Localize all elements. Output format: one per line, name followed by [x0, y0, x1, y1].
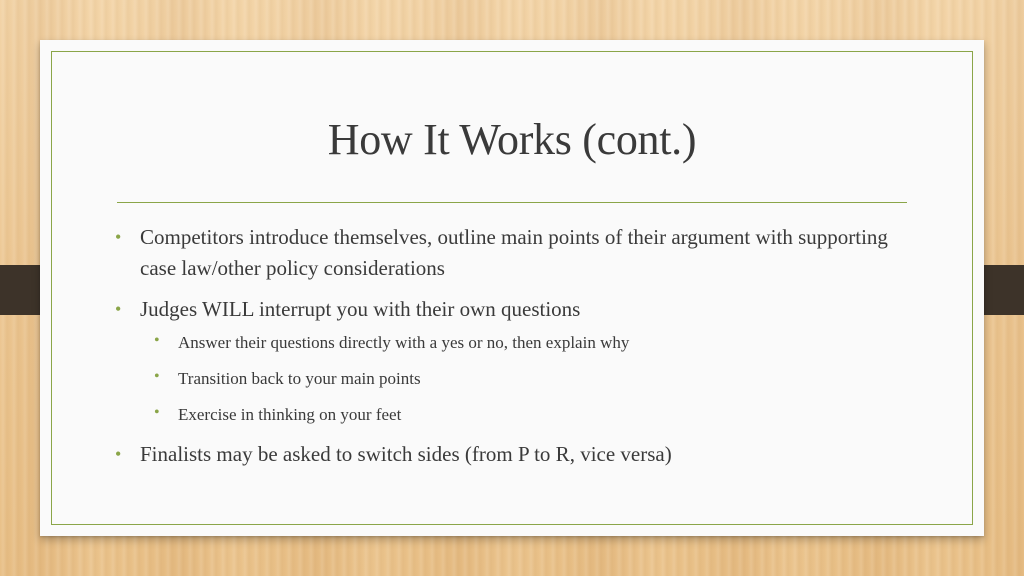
bullet-text: Competitors introduce themselves, outline main points of their argument with supporting case law/other policy considerations — [140, 225, 888, 280]
bullet-icon: • — [115, 444, 122, 464]
bullet-text: Finalists may be asked to switch sides (from P to R, vice versa) — [140, 442, 672, 466]
title-divider — [117, 202, 907, 203]
sub-bullet-item — [140, 403, 920, 427]
sub-bullet-text: Answer their questions directly with a yes or no, then explain why — [178, 333, 630, 352]
sub-bullet-item — [140, 367, 920, 391]
sub-bullet-text: Transition back to your main points — [178, 369, 421, 388]
slide-title: How It Works (cont.) — [327, 115, 697, 164]
sub-bullet-text: Exercise in thinking on your feet — [178, 405, 402, 424]
bullet-text: Judges WILL interrupt you with their own questions — [140, 297, 581, 321]
bullet-item — [115, 439, 920, 470]
sub-bullet-icon: • — [154, 368, 160, 385]
slide — [40, 40, 984, 536]
bullet-icon: • — [115, 227, 122, 247]
sub-bullet-icon: • — [154, 332, 160, 349]
bullet-icon: • — [115, 299, 122, 319]
sub-bullet-icon: • — [154, 404, 160, 421]
bullet-list — [115, 222, 920, 470]
sub-bullet-list — [140, 331, 920, 427]
bullet-item — [115, 294, 920, 427]
sub-bullet-item — [140, 331, 920, 355]
bullet-item — [115, 222, 920, 284]
